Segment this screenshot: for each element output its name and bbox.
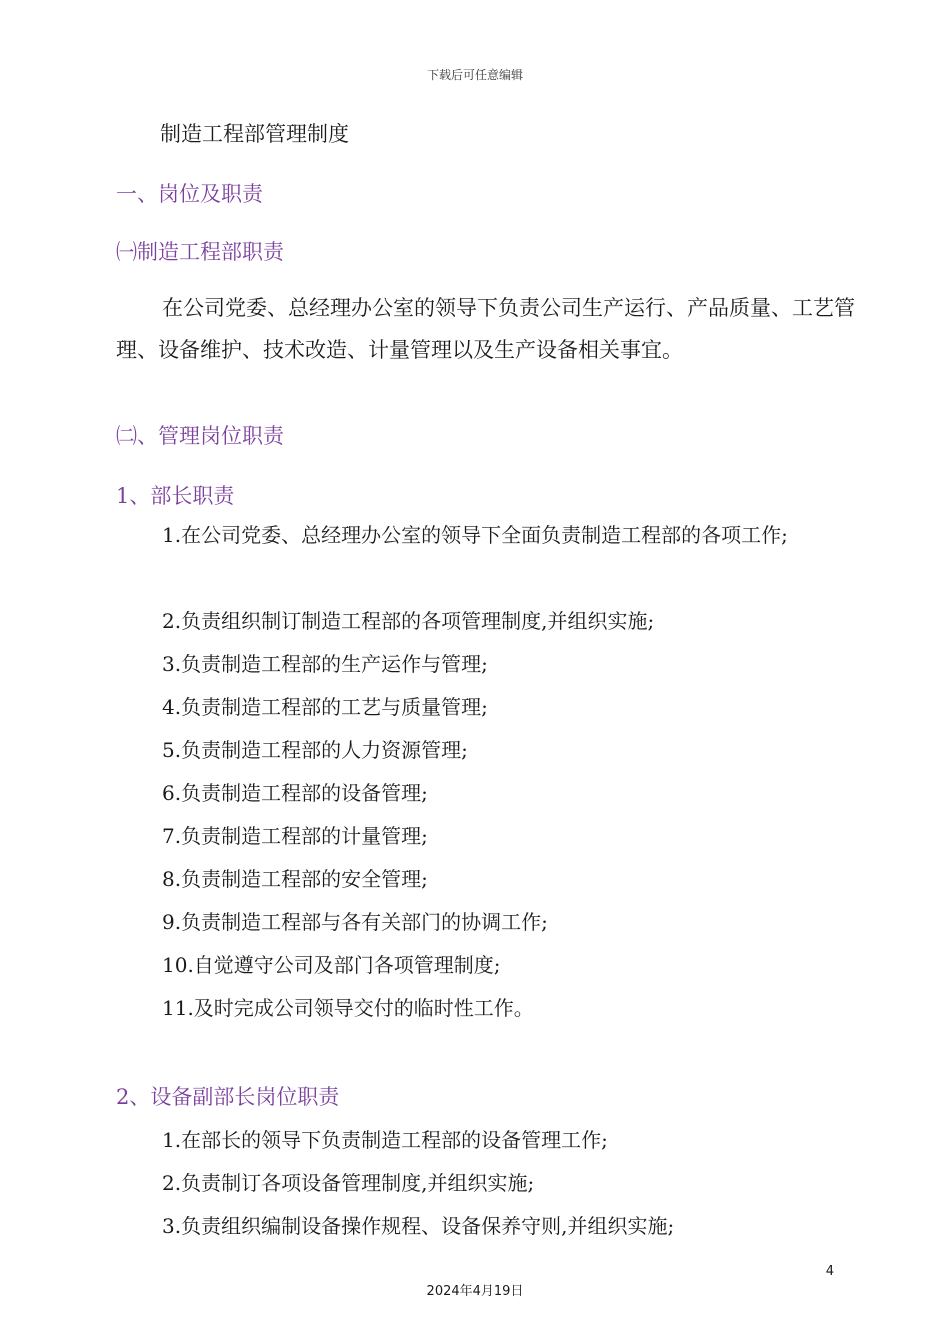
list-item: 3.负责制造工程部的生产运作与管理;	[162, 652, 488, 676]
list-item: 9.负责制造工程部与各有关部门的协调工作;	[162, 910, 548, 934]
section-heading: 一、岗位及职责	[116, 182, 263, 206]
list-item: 4.负责制造工程部的工艺与质量管理;	[162, 695, 488, 719]
list-item: 1.在公司党委、总经理办公室的领导下全面负责制造工程部的各项工作;	[162, 523, 788, 547]
list-item: 2.负责组织制订制造工程部的各项管理制度,并组织实施;	[162, 609, 655, 633]
list-item: 2.负责制订各项设备管理制度,并组织实施;	[162, 1171, 535, 1195]
subsection-heading: ㈡、管理岗位职责	[116, 424, 284, 448]
list-item: 3.负责组织编制设备操作规程、设备保养守则,并组织实施;	[162, 1214, 675, 1238]
list-item: 10.自觉遵守公司及部门各项管理制度;	[162, 953, 501, 977]
list-item: 7.负责制造工程部的计量管理;	[162, 824, 428, 848]
document-title: 制造工程部管理制度	[160, 122, 349, 146]
page-header: 下载后可任意编辑	[426, 68, 523, 82]
subsection-heading: ㈠制造工程部职责	[116, 240, 284, 264]
footer-date: 2024年4月19日	[426, 1284, 524, 1299]
list-item: 5.负责制造工程部的人力资源管理;	[162, 738, 468, 762]
list-item: 8.负责制造工程部的安全管理;	[162, 867, 428, 891]
body-paragraph: 在公司党委、总经理办公室的领导下负责公司生产运行、产品质量、工艺管理、设备维护、技术改造、计量管理以及生产设备相关事宜。	[116, 296, 855, 362]
list-item: 11.及时完成公司领导交付的临时性工作。	[162, 996, 534, 1020]
list-item: 6.负责制造工程部的设备管理;	[162, 781, 428, 805]
role-heading: 1、部长职责	[116, 484, 235, 508]
page-number: 4	[825, 1264, 834, 1279]
list-item: 1.在部长的领导下负责制造工程部的设备管理工作;	[162, 1128, 608, 1152]
role-heading: 2、设备副部长岗位职责	[116, 1085, 340, 1109]
